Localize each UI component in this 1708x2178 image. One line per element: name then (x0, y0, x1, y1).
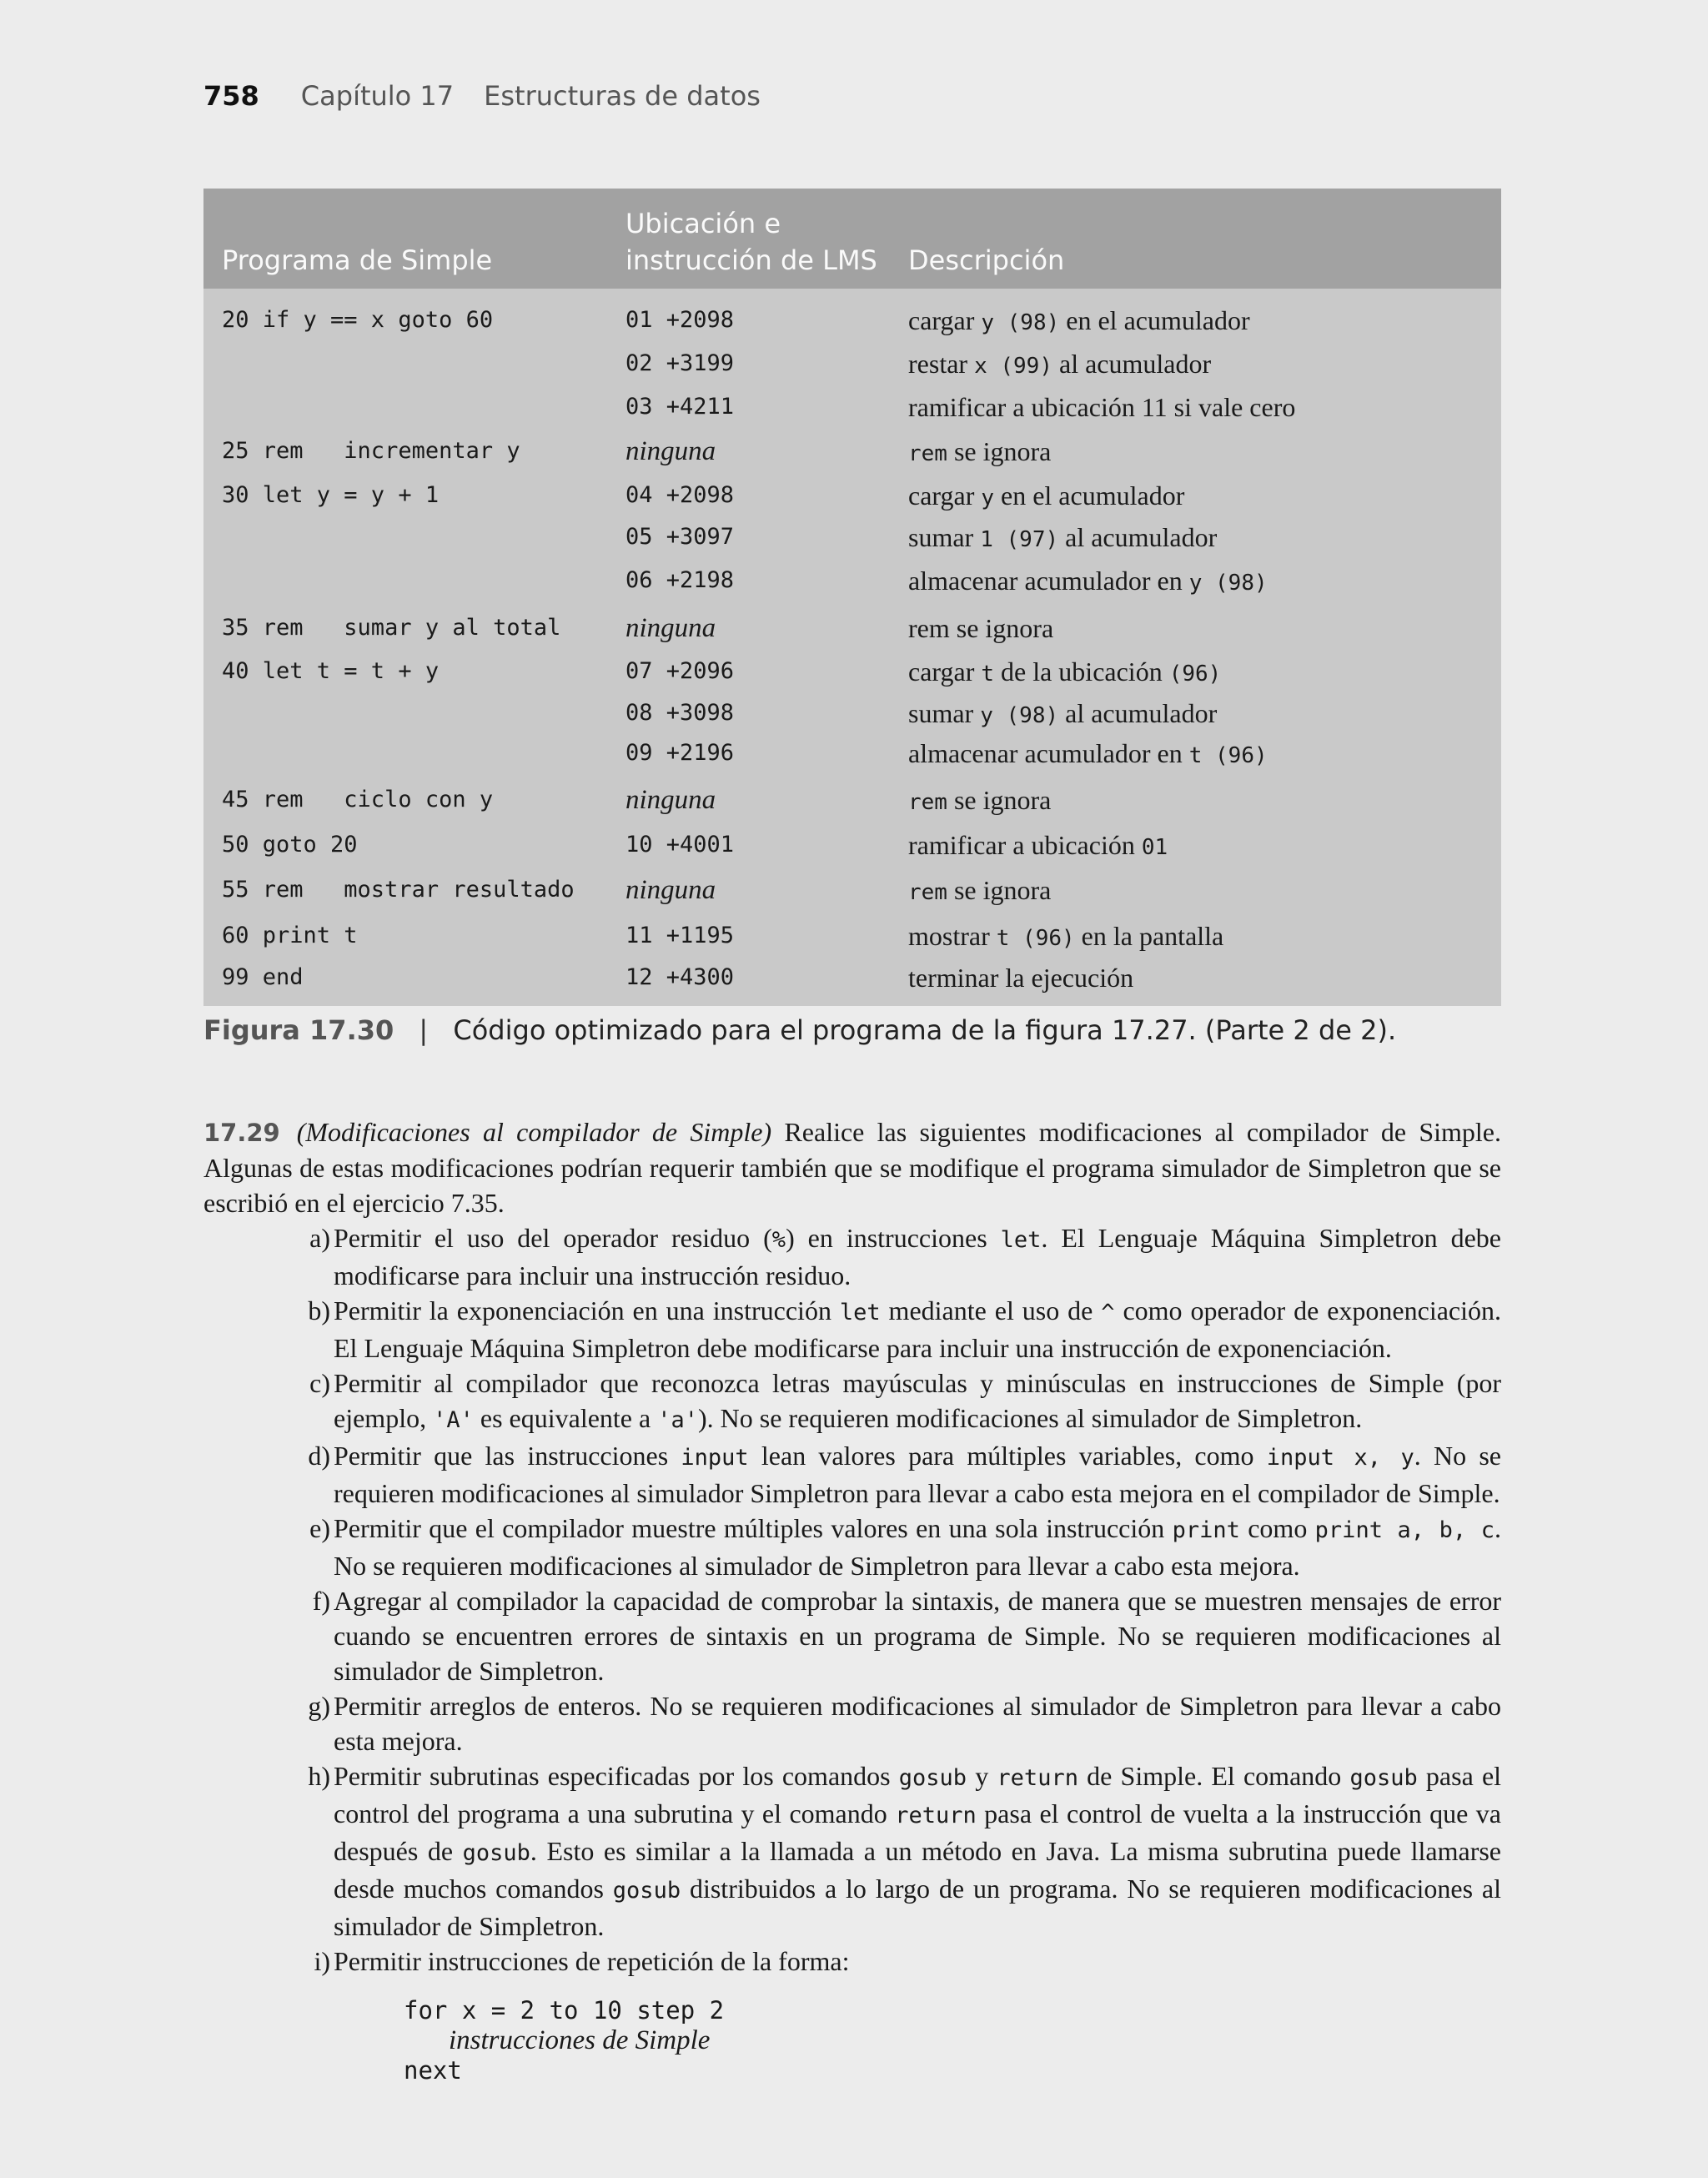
table-row (203, 560, 1501, 601)
exercise-intro-text: Realice las siguientes modificaciones al compilador de Simple. Algunas de estas modificaciones podrían requerir también que se modifique el programa simulador de Simpletron que se escribió en el ejercicio 7.35. (203, 1117, 1502, 1218)
cell-simple: 55 rem mostrar resultado (222, 877, 575, 903)
cell-lms: 05 +3097 (625, 524, 735, 550)
cell-lms: 12 +4300 (625, 964, 735, 990)
item-label: b) (308, 1295, 330, 1325)
cell-description: ramificar a ubicación 11 si vale cero (908, 392, 1296, 422)
cell-description: restar x (99) al acumulador (908, 349, 1212, 379)
cell-description: rem se ignora (908, 436, 1052, 466)
cell-description: cargar t de la ubicación (96) (908, 656, 1222, 687)
table-row (203, 516, 1501, 558)
table-header (203, 189, 1501, 289)
table-row (203, 607, 1501, 649)
header-lms-line1: Ubicación e (625, 208, 781, 239)
cell-description: rem se ignora (908, 875, 1052, 905)
cell-description: ramificar a ubicación 01 (908, 830, 1168, 860)
list-item: g) Permitir arreglos de enteros. No se requieren modificaciones al simulador de Simpletron para llevar a cabo esta mejora. (203, 1688, 1501, 1758)
item-label: e) (309, 1513, 330, 1543)
cell-lms: ninguna (625, 436, 716, 466)
table-row (203, 732, 1501, 774)
header-simple-program: Programa de Simple (222, 244, 493, 276)
cell-description: rem se ignora (908, 613, 1054, 643)
figure-label: Figura 17.30 (203, 1014, 394, 1046)
list-item: h) Permitir subrutinas especificadas por los comandos gosub y return de Simple. El comando gosub pasa el control del programa a una subrutina y el comando return pasa el control de vuelta a la instrucción que va después de gosub. Esto es similar a la llamada a un método en Java. La misma subrutina puede llamarse desde muchos comandos gosub distribuidos a lo largo de un programa. No se requieren modificaciones al simulador de Simpletron. (203, 1758, 1501, 1944)
cell-lms: 06 +2198 (625, 567, 735, 593)
cell-description: rem se ignora (908, 785, 1052, 815)
table-row (203, 692, 1501, 734)
chapter-label: Capítulo 17 (300, 80, 455, 112)
cell-description: terminar la ejecución (908, 963, 1134, 993)
cell-lms: ninguna (625, 875, 716, 905)
table-row (203, 779, 1501, 821)
list-item: d) Permitir que las instrucciones input lean valores para múltiples variables, como input x, y. No se requieren modificaciones al simulador Simpletron para llevar a cabo esta mejora en el compilador de Simple. (203, 1438, 1501, 1511)
cell-description: cargar y en el acumulador (908, 480, 1185, 511)
header-lms-line2: instrucción de LMS (625, 244, 877, 276)
item-label: h) (308, 1761, 330, 1791)
cell-simple: 40 let t = t + y (222, 658, 440, 684)
caption-text: Código optimizado para el programa de la figura 17.27. (Parte 2 de 2). (453, 1014, 1397, 1046)
code-line: for x = 2 to 10 step 2 (404, 1996, 725, 2025)
chapter-title: Estructuras de datos (484, 80, 761, 112)
table-row (203, 824, 1501, 866)
item-label: d) (308, 1441, 330, 1471)
exercise-title: (Modificaciones al compilador de Simple) (296, 1117, 772, 1147)
item-label: i) (314, 1946, 330, 1976)
page-number: 758 (203, 80, 259, 112)
cell-lms: ninguna (625, 613, 716, 643)
table-row (203, 299, 1501, 341)
table-row (203, 475, 1501, 516)
list-item: b) Permitir la exponenciación en una instrucción let mediante el uso de ^ como operador de exponenciación. El Lenguaje Máquina Simpletron debe modificarse para incluir una instrucción de exponenciación. (203, 1293, 1501, 1366)
cell-simple: 25 rem incrementar y (222, 438, 520, 464)
exercise-number: 17.29 (203, 1119, 280, 1147)
cell-description: mostrar t (96) en la pantalla (908, 921, 1224, 951)
cell-lms: ninguna (625, 785, 716, 815)
cell-description: almacenar acumulador en t (96) (908, 738, 1268, 768)
figure-caption (203, 1014, 1396, 1046)
cell-simple: 50 goto 20 (222, 832, 358, 858)
code-line: next (404, 2056, 462, 2085)
table-row (203, 915, 1501, 957)
code-line: instrucciones de Simple (449, 2025, 711, 2055)
cell-description: cargar y (98) en el acumulador (908, 305, 1250, 335)
exercise-17-29 (203, 1114, 1501, 2085)
cell-simple: 45 rem ciclo con y (222, 787, 494, 812)
cell-simple: 20 if y == x goto 60 (222, 307, 494, 333)
cell-simple: 35 rem sumar y al total (222, 615, 561, 641)
cell-lms: 03 +4211 (625, 394, 735, 420)
header-lms-location (625, 205, 901, 279)
cell-lms: 01 +2098 (625, 307, 735, 333)
cell-description: almacenar acumulador en y (98) (908, 566, 1268, 596)
caption-separator: | (419, 1014, 429, 1046)
cell-lms: 04 +2098 (625, 482, 735, 508)
item-label: a) (309, 1223, 330, 1253)
cell-lms: 09 +2196 (625, 740, 735, 766)
header-description: Descripción (908, 244, 1065, 276)
cell-simple: 30 let y = y + 1 (222, 482, 440, 508)
exercise-intro (203, 1114, 1501, 1220)
item-label: c) (309, 1368, 330, 1398)
table-row (203, 869, 1501, 911)
table-row (203, 957, 1501, 998)
code-sample (404, 1995, 1501, 2085)
cell-simple: 60 print t (222, 923, 358, 948)
cell-lms: 11 +1195 (625, 923, 735, 948)
list-item: a) Permitir el uso del operador residuo (%) en instrucciones let. El Lenguaje Máquina Simpletron debe modificarse para incluir una instrucción residuo. (203, 1220, 1501, 1293)
table-row (203, 386, 1501, 428)
cell-description: sumar y (98) al acumulador (908, 698, 1218, 728)
cell-lms: 07 +2096 (625, 658, 735, 684)
cell-description: sumar 1 (97) al acumulador (908, 522, 1218, 552)
running-head (203, 80, 761, 112)
table-row (203, 430, 1501, 472)
list-item: f) Agregar al compilador la capacidad de comprobar la sintaxis, de manera que se muestren mensajes de error cuando se encuentren errores de sintaxis en un programa de Simple. No se requieren modificaciones al simulador de Simpletron. (203, 1583, 1501, 1688)
cell-lms: 08 +3098 (625, 700, 735, 726)
code-table (203, 189, 1501, 1006)
cell-simple: 99 end (222, 964, 304, 990)
item-label: g) (308, 1691, 330, 1721)
cell-lms: 02 +3199 (625, 350, 735, 376)
table-row (203, 651, 1501, 692)
exercise-items (203, 1220, 1501, 1979)
cell-lms: 10 +4001 (625, 832, 735, 858)
list-item: e) Permitir que el compilador muestre múltiples valores en una sola instrucción print como print a, b, c. No se requieren modificaciones al simulador de Simpletron para llevar a cabo esta mejora. (203, 1511, 1501, 1583)
list-item: i) Permitir instrucciones de repetición de la forma: (203, 1944, 1501, 1979)
list-item: c) Permitir al compilador que reconozca letras mayúsculas y minúsculas en instrucciones de Simple (por ejemplo, 'A' es equivalente a 'a'). No se requieren modificaciones al simulador de Simpletron. (203, 1366, 1501, 1438)
item-label: f) (312, 1586, 330, 1616)
table-row (203, 343, 1501, 385)
